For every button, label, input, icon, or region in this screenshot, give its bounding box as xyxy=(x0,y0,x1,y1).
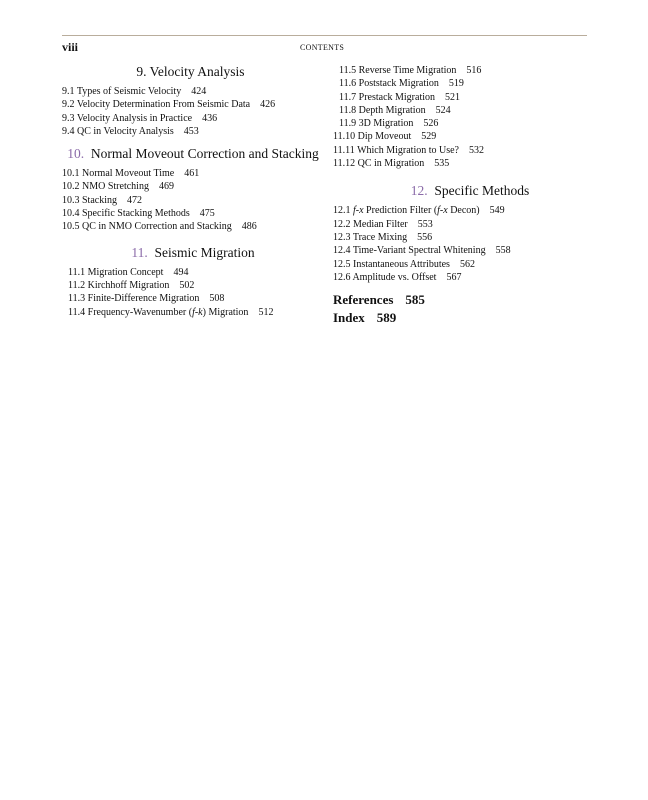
toc-entry[interactable]: 10.4 Specific Stacking Methods 475 xyxy=(62,208,215,220)
toc-entry[interactable]: 11.7 Prestack Migration 521 xyxy=(339,91,461,103)
toc-entry[interactable]: 11.6 Poststack Migration 519 xyxy=(339,78,464,90)
chapter-12-number: 12. xyxy=(410,183,428,199)
toc-entry[interactable]: 11.11 Which Migration to Use? 532 xyxy=(333,144,484,156)
chapter-10-title: 10. Normal Moveout Correction and Stacking xyxy=(67,146,319,162)
chapter-12-sections xyxy=(333,204,595,284)
page-number: viii xyxy=(62,40,79,54)
running-head: CONTENTS xyxy=(300,43,345,52)
toc-entry[interactable]: 12.4 Time-Variant Spectral Whitening 558 xyxy=(333,245,511,257)
chapter-10-sections xyxy=(62,167,324,233)
toc-entry[interactable]: 10.2 NMO Stretching 469 xyxy=(62,181,174,193)
chapter-11-number: 11. xyxy=(131,244,148,260)
toc-entry[interactable]: 12.2 Median Filter 553 xyxy=(333,218,433,230)
toc-entry[interactable]: 11.3 Finite-Difference Migration 508 xyxy=(68,293,225,305)
toc-entry[interactable]: 9.2 Velocity Determination From Seismic Data 426 xyxy=(62,99,276,111)
chapter-10-number: 10. xyxy=(67,146,85,162)
chapter-11-continued-sections xyxy=(333,64,595,170)
toc-entry[interactable]: 11.5 Reverse Time Migration 516 xyxy=(339,65,482,76)
toc-entry[interactable]: 11.12 QC in Migration 535 xyxy=(333,158,450,170)
toc-entry[interactable]: 12.5 Instantaneous Attributes 562 xyxy=(333,258,475,270)
toc-entry[interactable]: 11.8 Depth Migration 524 xyxy=(339,104,451,116)
toc-entry[interactable]: 11.1 Migration Concept 494 xyxy=(68,266,189,278)
toc-entry[interactable]: 10.5 QC in NMO Correction and Stacking 486 xyxy=(62,221,257,233)
toc-entry[interactable]: 9.3 Velocity Analysis in Practice 436 xyxy=(62,112,218,124)
references-entry[interactable]: References 585 xyxy=(333,292,425,308)
toc-entry[interactable]: 11.2 Kirchhoff Migration 502 xyxy=(68,279,195,291)
toc-entry[interactable]: 12.6 Amplitude vs. Offset 567 xyxy=(333,271,462,283)
toc-entry[interactable]: 12.1 f-x Prediction Filter (f-x Decon) 549 xyxy=(333,205,505,217)
toc-entry[interactable]: 11.9 3D Migration 526 xyxy=(339,118,439,130)
header-rule xyxy=(62,35,587,36)
chapter-11-sections xyxy=(62,266,324,319)
toc-entry[interactable]: 9.1 Types of Seismic Velocity 424 xyxy=(62,86,207,97)
toc-entry[interactable]: 12.3 Trace Mixing 556 xyxy=(333,231,433,243)
chapter-12-title: 12. Specific Methods xyxy=(410,183,530,199)
toc-left-column xyxy=(62,64,324,319)
toc-entry[interactable]: 11.10 Dip Moveout 529 xyxy=(333,131,437,143)
chapter-9-sections xyxy=(62,85,324,138)
toc-entry[interactable]: 10.3 Stacking 472 xyxy=(62,194,142,206)
toc-right-column xyxy=(333,64,595,326)
chapter-9-title: 9. Velocity Analysis xyxy=(136,64,245,79)
toc-entry[interactable]: 10.1 Normal Moveout Time 461 xyxy=(62,168,200,180)
index-entry[interactable]: Index 589 xyxy=(333,310,397,326)
chapter-11-title: 11. Seismic Migration xyxy=(131,244,255,260)
toc-entry[interactable]: 11.4 Frequency-Wavenumber (f-k) Migration 512 xyxy=(68,306,274,318)
toc-entry[interactable]: 9.4 QC in Velocity Analysis 453 xyxy=(62,125,199,137)
